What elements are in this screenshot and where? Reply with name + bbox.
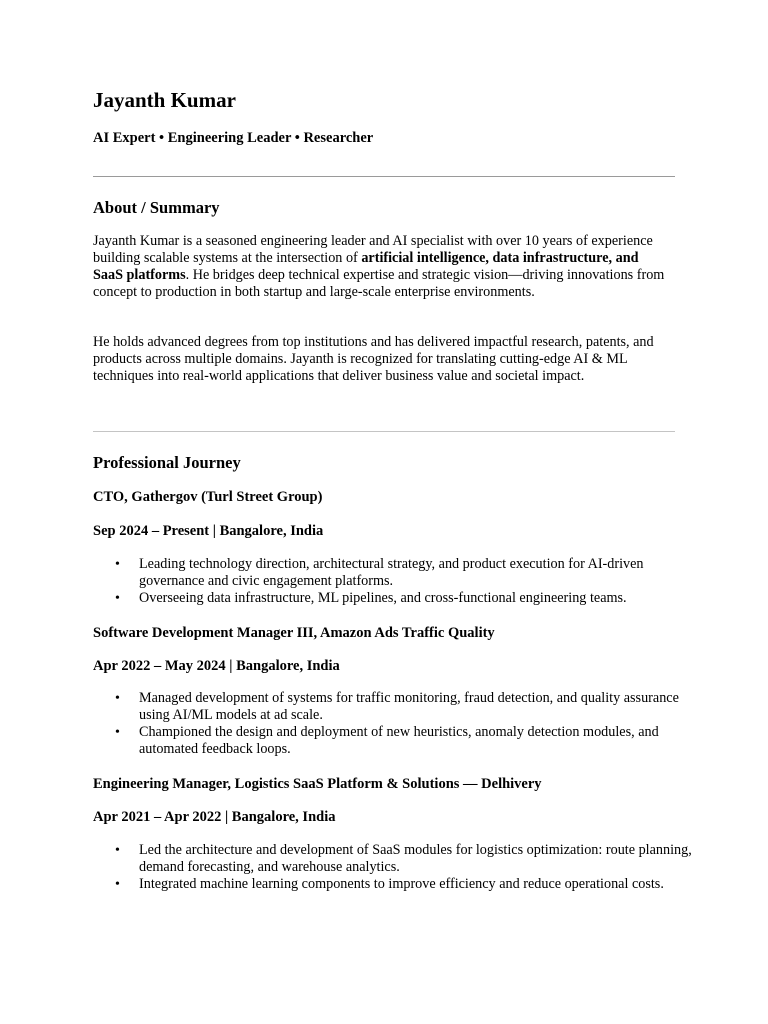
job-bullets	[93, 690, 693, 758]
job-title: Software Development Manager III, Amazon Ads Traffic Quality	[93, 625, 495, 641]
about-paragraph-2: He holds advanced degrees from top institutions and has delivered impactful research, patents, and products across multiple domains. Jayanth is recognized for translating cutting-edge AI & ML techniques into real-world applications that deliver business value and societal impact.	[93, 334, 654, 384]
divider	[93, 431, 675, 432]
bullet-text: Overseeing data infrastructure, ML pipelines, and cross-functional engineering teams.	[139, 590, 627, 606]
bullet-dot-icon: •	[115, 691, 120, 706]
job-meta: Sep 2024 – Present | Bangalore, India	[93, 523, 324, 539]
list-item	[93, 690, 693, 724]
bullet-text: Championed the design and deployment of new heuristics, anomaly detection modules, and automated feedback loops.	[139, 724, 659, 757]
about-paragraph-1	[93, 233, 665, 301]
about-p1-bold: artificial intelligence, data infrastructure, and SaaS platforms	[93, 250, 639, 283]
bullet-dot-icon: •	[115, 591, 120, 606]
job-meta: Apr 2022 – May 2024 | Bangalore, India	[93, 658, 340, 674]
job-title: CTO, Gathergov (Turl Street Group)	[93, 489, 323, 505]
bullet-dot-icon: •	[115, 843, 120, 858]
bullet-dot-icon: •	[115, 877, 120, 892]
divider	[93, 176, 675, 177]
bullet-text: Integrated machine learning components to improve efficiency and reduce operational costs.	[139, 876, 664, 892]
about-p1-text-a: Jayanth Kumar is a seasoned engineering leader and AI specialist with over 10 years of experience building scalable systems at the intersection of	[93, 233, 653, 266]
bullet-text: Leading technology direction, architectural strategy, and product execution for AI-driven governance and civic engagement platforms.	[139, 556, 644, 589]
list-item	[93, 842, 693, 876]
section-heading-journey: Professional Journey	[93, 453, 241, 472]
job-meta: Apr 2021 – Apr 2022 | Bangalore, India	[93, 809, 336, 825]
bullet-text: Led the architecture and development of SaaS modules for logistics optimization: route planning, demand forecasting, and warehouse analytics.	[139, 842, 692, 875]
job-title: Engineering Manager, Logistics SaaS Platform & Solutions — Delhivery	[93, 776, 542, 792]
job-bullets	[93, 842, 693, 893]
bullet-text: Managed development of systems for traffic monitoring, fraud detection, and quality assurance using AI/ML models at ad scale.	[139, 690, 679, 723]
list-item	[93, 724, 693, 758]
person-name: Jayanth Kumar	[93, 88, 236, 112]
list-item	[93, 876, 693, 893]
bullet-dot-icon: •	[115, 725, 120, 740]
bullet-dot-icon: •	[115, 557, 120, 572]
list-item	[93, 556, 693, 590]
list-item	[93, 590, 693, 607]
about-p1-text-b: . He bridges deep technical expertise and strategic vision—driving innovations from concept to production in both startup and large-scale enterprise environments.	[93, 267, 665, 300]
tagline: AI Expert • Engineering Leader • Researcher	[93, 130, 374, 146]
job-bullets	[93, 556, 693, 607]
section-heading-about: About / Summary	[93, 198, 220, 217]
